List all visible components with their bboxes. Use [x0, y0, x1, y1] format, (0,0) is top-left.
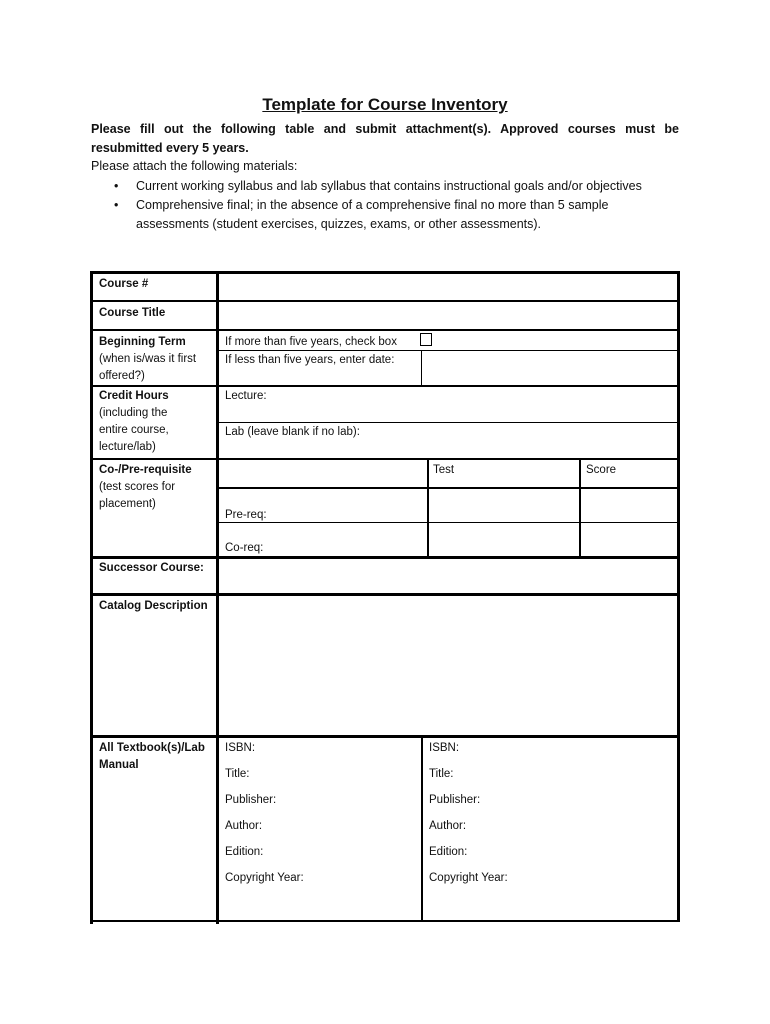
copyright-year-label: Copyright Year: — [429, 872, 508, 884]
beginning-term-label: Beginning Term — [99, 336, 186, 348]
form-border-right — [677, 271, 680, 922]
lab-hours-field[interactable] — [380, 423, 677, 458]
page-title: Template for Course Inventory — [262, 95, 508, 114]
attachment-item-syllabus: • Current working syllabus and lab syllabus that contains instructional goals and/or objectives — [114, 177, 674, 196]
catalog-description-label: Catalog Description — [99, 600, 208, 612]
credit-hours-label: Credit Hours — [99, 390, 169, 402]
row-sep-4 — [90, 458, 680, 460]
prerequisite-note: (test scores for placement) — [99, 481, 176, 510]
catalog-description-field[interactable] — [219, 596, 677, 735]
lab-label: Lab (leave blank if no lab): — [225, 426, 360, 438]
lecture-hours-field[interactable] — [280, 387, 677, 421]
prereq-label: Pre-req: — [225, 509, 267, 521]
successor-course-label: Successor Course: — [99, 562, 204, 574]
course-title-label: Course Title — [99, 307, 166, 319]
isbn-label: ISBN: — [429, 742, 460, 754]
row-sep-2 — [90, 329, 680, 331]
test-header: Test — [433, 464, 455, 476]
prerequisite-label: Co-/Pre-requisite — [99, 464, 192, 476]
beginning-date-field[interactable] — [423, 352, 677, 385]
five-years-check-label: If more than five years, check box — [225, 336, 397, 348]
attachment-item-final: • Comprehensive final; in the absence of a comprehensive final no more than 5 sample assessments (student exercises, quizzes, exams, or other assessments). — [114, 196, 674, 234]
author-label: Author: — [225, 820, 263, 832]
edition-label: Edition: — [225, 846, 264, 858]
prereq-test-field[interactable] — [429, 489, 579, 522]
publisher-label: Publisher: — [429, 794, 481, 806]
five-years-checkbox[interactable] — [420, 333, 432, 346]
instructions-bold: Please fill out the following table and submit attachment(s). Approved courses must be resubmitted every 5 years. — [91, 122, 679, 155]
author-label: Author: — [429, 820, 467, 832]
copyright-year-label: Copyright Year: — [225, 872, 304, 884]
edition-label: Edition: — [429, 846, 468, 858]
prereq-score-field[interactable] — [581, 489, 677, 522]
attachment-list — [114, 177, 674, 234]
textbook-divider — [421, 735, 423, 922]
successor-course-field[interactable] — [219, 559, 677, 593]
course-title-field[interactable] — [219, 302, 677, 329]
beginning-term-note: (when is/was it first offered?) — [99, 353, 197, 382]
credit-hours-note: (including the entire course, lecture/lab) — [99, 407, 169, 453]
title-label: Title: — [225, 768, 250, 780]
coreq-test-field[interactable] — [429, 523, 579, 556]
coreq-score-field[interactable] — [581, 523, 677, 556]
isbn-label: ISBN: — [225, 742, 256, 754]
five-years-date-label: If less than five years, enter date: — [225, 354, 395, 366]
row-sep-7 — [90, 735, 680, 738]
course-number-field[interactable] — [219, 274, 677, 300]
form-border-left — [90, 271, 93, 924]
publisher-label: Publisher: — [225, 794, 277, 806]
attach-instructions: Please attach the following materials: — [91, 159, 298, 173]
beginning-term-date-divider — [421, 350, 422, 386]
course-number-label: Course # — [99, 278, 149, 290]
score-header: Score — [586, 464, 617, 476]
title-label: Title: — [429, 768, 454, 780]
lecture-label: Lecture: — [225, 390, 267, 402]
coreq-label: Co-req: — [225, 542, 264, 554]
form-border-bottom — [90, 920, 680, 922]
textbooks-label: All Textbook(s)/Lab Manual — [99, 742, 205, 771]
